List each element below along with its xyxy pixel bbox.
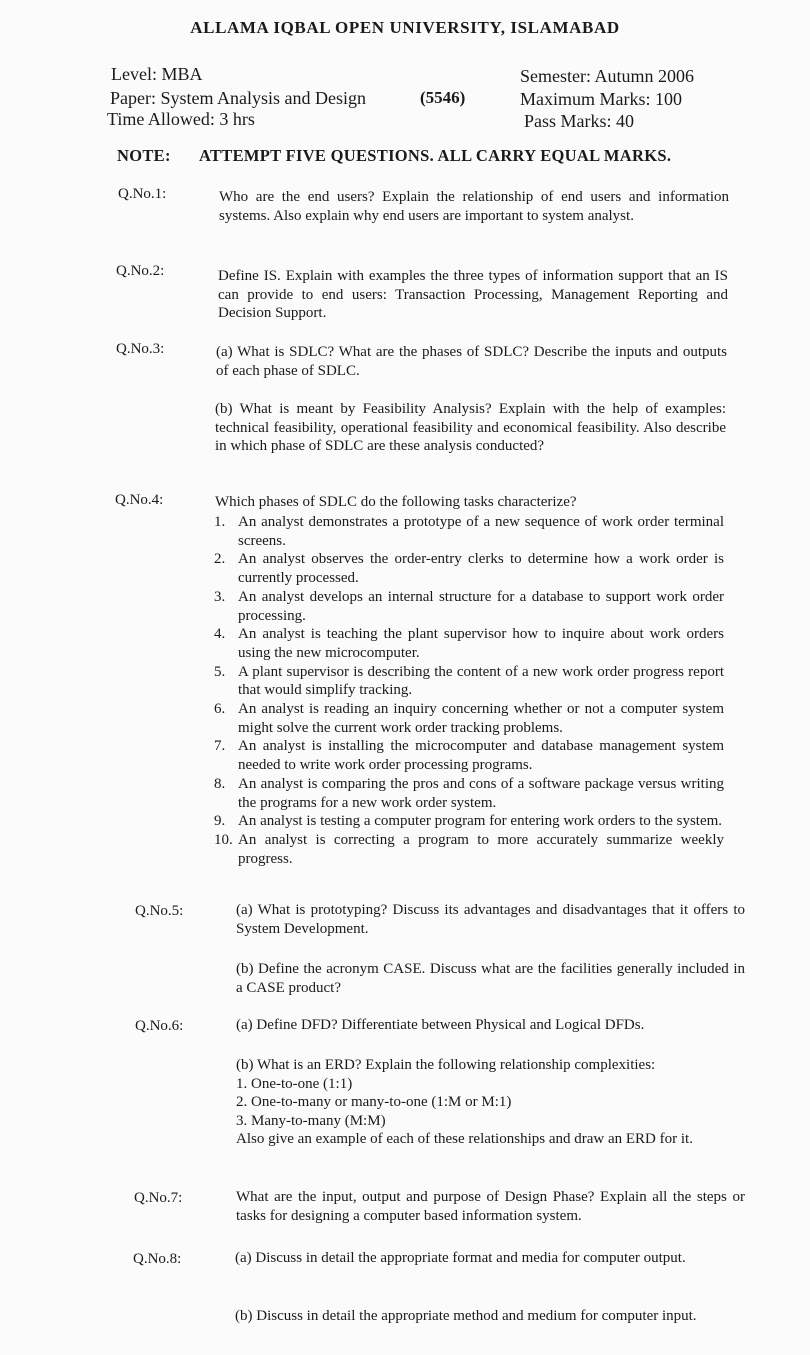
q4-intro: Which phases of SDLC do the following tasks characterize?	[215, 494, 577, 510]
q3-label: Q.No.3:	[116, 341, 165, 357]
list-item: 1. An analyst demonstrates a prototype of a new sequence of work order terminal screens.	[214, 514, 724, 549]
list-item: 2. An analyst observes the order-entry clerks to determine how a work order is currently processed.	[214, 551, 724, 587]
q5-label: Q.No.5:	[135, 903, 184, 919]
q8-part-a: (a) Discuss in detail the appropriate format and media for computer output.	[235, 1250, 686, 1266]
q2-label: Q.No.2:	[116, 263, 165, 279]
list-item: 7. An analyst is installing the microcomputer and database management system needed to write work order processing programs.	[214, 738, 724, 774]
q4-task-list	[214, 513, 724, 868]
q3-part-a: (a) What is SDLC? What are the phases of SDLC? Describe the inputs and outputs of each phase of SDLC.	[216, 344, 727, 379]
university-title: ALLAMA IQBAL OPEN UNIVERSITY, ISLAMABAD	[190, 18, 620, 37]
relationship-many-to-many: 3. Many-to-many (M:M)	[236, 1112, 386, 1129]
note-line	[117, 146, 672, 166]
q6-part-a: (a) Define DFD? Differentiate between Physical and Logical DFDs.	[236, 1017, 645, 1033]
q6-part-b-intro: (b) What is an ERD? Explain the following relationship complexities:	[236, 1057, 656, 1073]
note-text: ATTEMPT FIVE QUESTIONS. ALL CARRY EQUAL MARKS.	[199, 146, 672, 165]
q2-text: Define IS. Explain with examples the three types of information support that an IS can provide to end users: Transaction Processing, Management Reporting and Decision Support.	[218, 268, 728, 321]
q6-part-b	[236, 1056, 745, 1149]
q5-part-a: (a) What is prototyping? Discuss its advantages and disadvantages that it offers to System Development.	[236, 902, 745, 937]
q7-text: What are the input, output and purpose of Design Phase? Explain all the steps or tasks for designing a computer based information system.	[236, 1189, 745, 1224]
pass-marks: Pass Marks: 40	[524, 111, 635, 131]
q5-part-b: (b) Define the acronym CASE. Discuss what are the facilities generally included in a CASE product?	[236, 961, 745, 996]
paper-code: (5546)	[420, 88, 466, 107]
q1-label: Q.No.1:	[118, 186, 167, 202]
list-item: 9. An analyst is testing a computer program for entering work orders to the system.	[214, 813, 723, 830]
list-item: 5. A plant supervisor is describing the content of a new work order progress report that would simplify tracking.	[214, 663, 724, 699]
q6-label: Q.No.6:	[135, 1018, 184, 1034]
relationship-one-to-one: 1. One-to-one (1:1)	[236, 1075, 353, 1092]
maximum-marks: Maximum Marks: 100	[520, 89, 682, 109]
q6-part-b-outro: Also give an example of each of these relationships and draw an ERD for it.	[236, 1131, 693, 1147]
q8-label: Q.No.8:	[133, 1251, 182, 1267]
q8-part-b: (b) Discuss in detail the appropriate method and medium for computer input.	[235, 1308, 697, 1324]
level-line: Level: MBA	[111, 64, 203, 84]
semester: Semester: Autumn 2006	[520, 66, 694, 86]
list-item: 6. An analyst is reading an inquiry concerning whether or not a computer system might solve the current work order tracking problems.	[214, 701, 724, 736]
list-item: 4. An analyst is teaching the plant supervisor how to inquire about work orders using the new microcomputer.	[214, 626, 724, 661]
time-allowed: Time Allowed: 3 hrs	[107, 109, 255, 129]
relationship-one-to-many: 2. One-to-many or many-to-one (1:M or M:1)	[236, 1094, 512, 1110]
list-item: 8. An analyst is comparing the pros and cons of a software package versus writing the programs for a new work order system.	[214, 775, 724, 811]
paper-line: Paper: System Analysis and Design	[110, 88, 366, 108]
list-item: 3. An analyst develops an internal structure for a database to support work order processing.	[214, 588, 724, 624]
list-item: 10. An analyst is correcting a program to more accurately summarize weekly progress.	[214, 831, 724, 867]
q4-label: Q.No.4:	[115, 492, 164, 508]
q7-label: Q.No.7:	[134, 1190, 183, 1206]
q3-part-b: (b) What is meant by Feasibility Analysis? Explain with the help of examples: technical feasibility, operational feasibility and economical feasibility. Also describe in which phase of SDLC are these analysis conducted?	[215, 401, 726, 454]
note-label: NOTE:	[117, 146, 171, 165]
q1-text: Who are the end users? Explain the relationship of end users and information systems. Also explain why end users are important to system analyst.	[219, 189, 729, 224]
